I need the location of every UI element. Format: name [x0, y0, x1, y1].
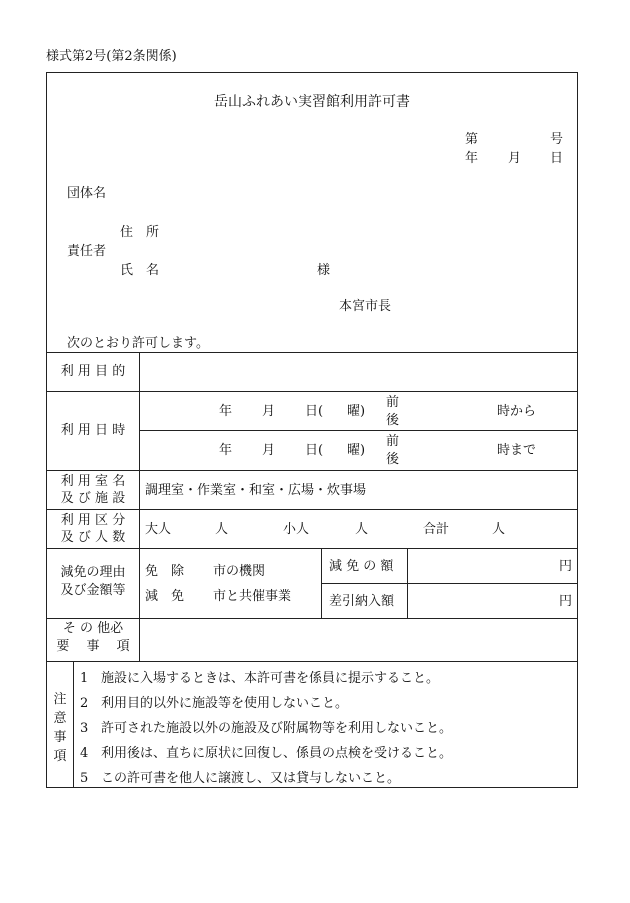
- note-1-text: 施設に入場するときは、本許可書を係員に提示すること。: [101, 671, 440, 686]
- notes-label-3: 事: [53, 730, 67, 745]
- dt2-day: 日(: [305, 443, 324, 458]
- child-unit: 人: [355, 522, 369, 537]
- note-1-num: 1: [80, 671, 89, 686]
- address-label: 住 所: [120, 225, 160, 240]
- note-3-text: 許可された施設以外の施設及び附属物等を利用しないこと。: [101, 721, 453, 736]
- form-title: 岳山ふれあい実習館利用許可書: [214, 94, 410, 110]
- total-label: 合計: [423, 522, 450, 537]
- issuer: 本宮市長: [339, 299, 392, 314]
- dt2-month: 月: [262, 443, 276, 458]
- other-label-1: そ の 他必: [62, 621, 124, 636]
- form-number: 様式第2号(第2条関係): [46, 49, 177, 64]
- child-label: 小人: [283, 522, 310, 537]
- note-3-num: 3: [80, 721, 89, 736]
- dt1-pm: 後: [386, 413, 400, 428]
- notes-label-2: 意: [53, 711, 67, 726]
- purpose-label: 利 用 目 的: [60, 364, 126, 379]
- intro-text: 次のとおり許可します。: [67, 336, 209, 351]
- note-2-text: 利用目的以外に施設等を使用しないこと。: [101, 696, 349, 711]
- group-name-label: 団体名: [67, 186, 107, 201]
- reason1-kind: 免 除: [145, 564, 185, 579]
- facility-label-2: 及 び 施 設: [60, 491, 126, 506]
- dt1-month: 月: [262, 404, 276, 419]
- dt1-weekday: 曜): [347, 404, 366, 419]
- dt1-year: 年: [219, 404, 233, 419]
- dt2-year: 年: [219, 443, 233, 458]
- other-label-2: 要 事 項: [56, 639, 130, 654]
- facility-value: 調理室・作業室・和室・広場・炊事場: [145, 483, 367, 498]
- permit-form: [46, 72, 578, 788]
- notes-label-4: 項: [53, 749, 67, 764]
- name-label: 氏 名: [120, 263, 160, 278]
- people-label-2: 及 び 人 数: [60, 530, 126, 545]
- amount-label: 減 免 の 額: [329, 559, 394, 574]
- dt2-suffix: 時まで: [497, 443, 537, 458]
- number-go: 号: [550, 132, 564, 147]
- honorific: 様: [317, 263, 331, 278]
- exemption-label-1: 減免の理由: [60, 565, 126, 580]
- reason2-text: 市と共催事業: [213, 589, 292, 604]
- date-day: 日: [550, 151, 564, 166]
- adult-unit: 人: [215, 522, 229, 537]
- number-dai: 第: [465, 132, 479, 147]
- exemption-label-2: 及び金額等: [60, 583, 126, 598]
- dt2-weekday: 曜): [347, 443, 366, 458]
- datetime-label: 利 用 日 時: [60, 423, 126, 438]
- dt1-day: 日(: [305, 404, 324, 419]
- note-5-num: 5: [80, 771, 89, 786]
- note-4-num: 4: [80, 746, 89, 761]
- date-month: 月: [508, 151, 522, 166]
- note-4-text: 利用後は、直ちに原状に回復し、係員の点検を受けること。: [101, 746, 453, 761]
- dt2-am: 前: [386, 434, 400, 449]
- dt2-pm: 後: [386, 452, 400, 467]
- reason1-text: 市の機関: [213, 564, 266, 579]
- responsible-label: 責任者: [67, 244, 107, 259]
- people-label-1: 利 用 区 分: [60, 513, 126, 528]
- note-5-text: この許可書を他人に譲渡し、又は貸与しないこと。: [101, 771, 401, 786]
- dt1-am: 前: [386, 395, 400, 410]
- facility-label-1: 利 用 室 名: [60, 474, 126, 489]
- net-currency: 円: [559, 594, 573, 609]
- amount-currency: 円: [559, 559, 573, 574]
- total-unit: 人: [492, 522, 506, 537]
- reason2-kind: 減 免: [145, 589, 185, 604]
- net-label: 差引納入額: [329, 594, 395, 609]
- date-year: 年: [465, 151, 479, 166]
- note-2-num: 2: [80, 696, 89, 711]
- adult-label: 大人: [145, 522, 172, 537]
- notes-label-1: 注: [53, 692, 67, 707]
- dt1-suffix: 時から: [497, 404, 537, 419]
